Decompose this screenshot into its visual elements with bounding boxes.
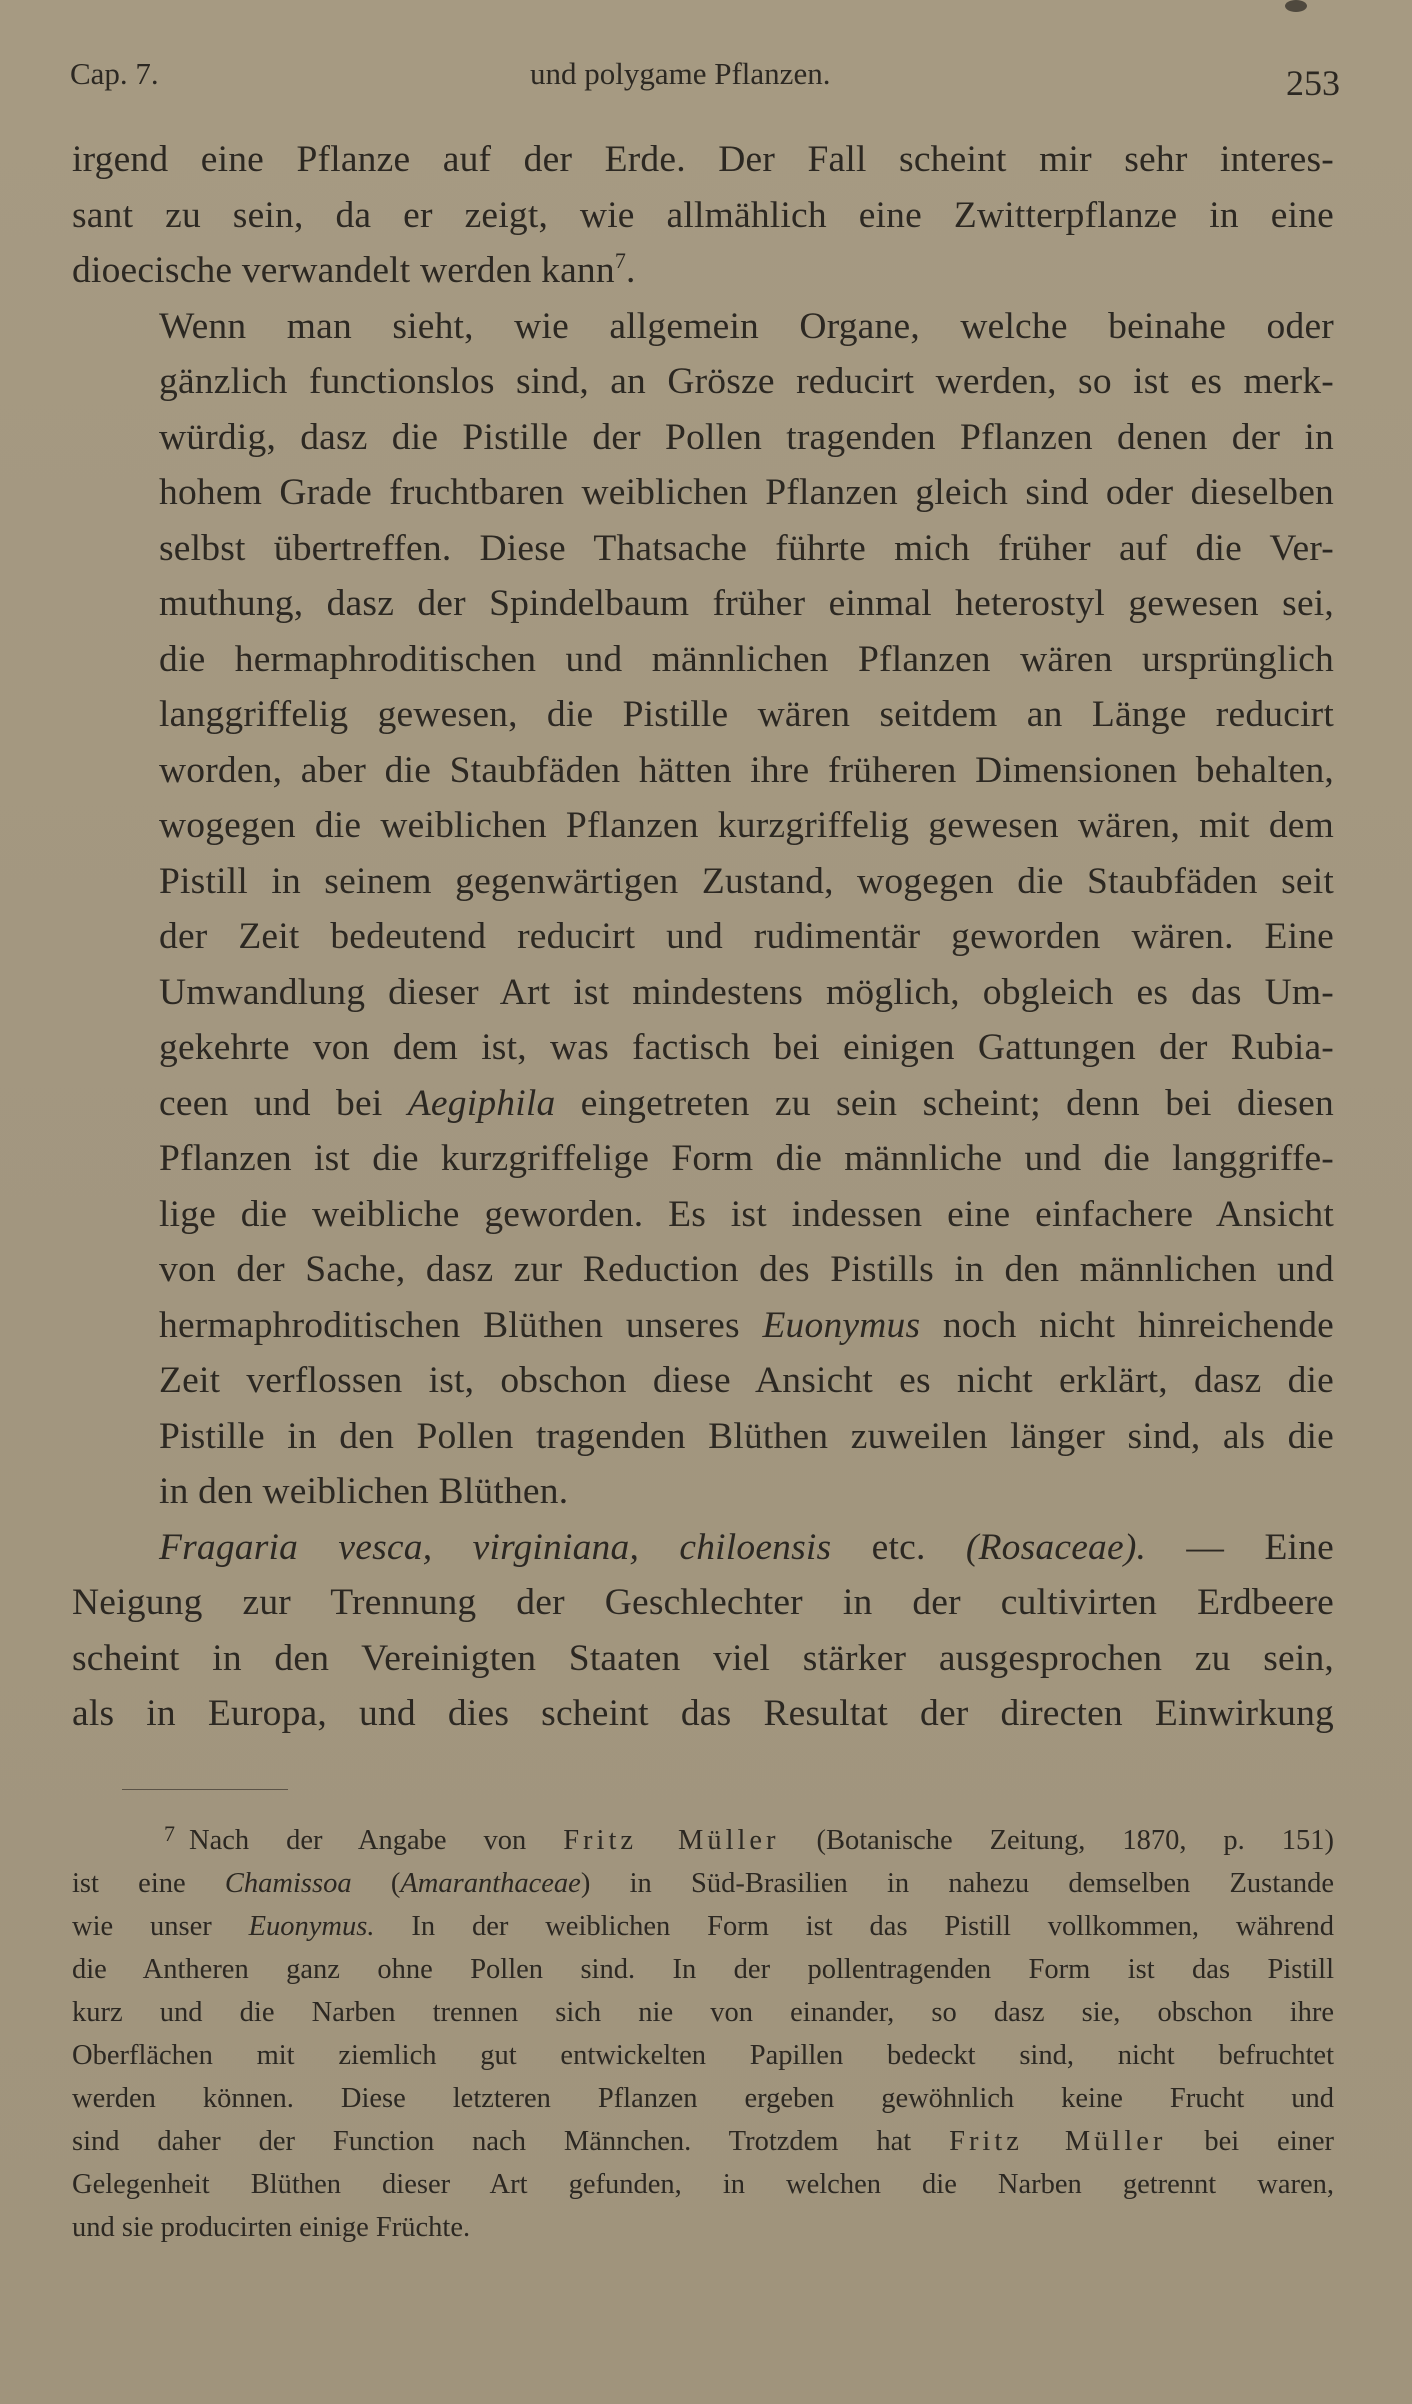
ink-speck [1285,0,1307,12]
footnote-rule [122,1789,288,1790]
text-segment: etc. [831,1526,966,1568]
text-line [72,243,1334,299]
text-line: hohem Grade fruchtbaren weiblichen Pflanzen gleich sind oder dieselben [159,472,1334,513]
text-segment: In der weiblichen Form ist das Pistill vollkommen, während [374,1911,1334,1942]
text-line: Zeit verflossen ist, obschon diese Ansicht es nicht erklärt, dasz die [159,1360,1334,1401]
text-segment: ist eine [72,1868,225,1899]
text-line: Pflanzen ist die kurzgriffelige Form die männliche und die langgriffe- [159,1138,1334,1179]
footnote-line [72,2120,1334,2163]
genus-name: Euonymus [762,1304,921,1346]
genus-name: Aegiphila [407,1082,556,1124]
text-line: Wenn man sieht, wie allgemein Organe, welche beinahe oder [159,305,1334,347]
footnote-reference[interactable]: 7 [614,248,627,273]
family-name: Amaranthaceae [400,1868,581,1899]
footnote-line [72,1905,1334,1948]
text-line: irgend eine Pflanze auf der Erde. Der Fall scheint mir sehr interes- [72,139,1334,180]
genus-name: Chamissoa [224,1868,352,1899]
text-line: von der Sache, dasz zur Reduction des Pistills in den männlichen und [159,1249,1334,1290]
text-line: scheint in den Vereinigten Staaten viel stärker ausgesprochen zu sein, [72,1637,1334,1679]
text-line: Pistille in den Pollen tragenden Blüthen zuweilen länger sind, als die [159,1415,1334,1457]
text-line: muthung, dasz der Spindelbaum früher einmal heterostyl gewesen sei, [159,583,1334,624]
text-line: der Zeit bedeutend reducirt und rudimentär geworden wären. Eine [159,916,1334,957]
paragraph-2 [72,299,1334,1520]
genus-name: Euonymus. [248,1911,375,1942]
footnote-line: Oberflächen mit ziemlich gut entwickelten Papillen bedeckt sind, nicht befruchtet [72,2040,1334,2071]
text-line: Pistill in seinem gegenwärtigen Zustand, wogegen die Staubfäden seit [159,860,1334,902]
family-name: (Rosaceae). [965,1526,1147,1568]
text-segment: ) in Süd-Brasilien in nahezu demselben Zustande [580,1868,1334,1899]
main-text [72,132,1334,1742]
text-line: gekehrte von dem ist, was factisch bei einigen Gattungen der Rubia- [159,1027,1334,1068]
text-segment: eingetreten zu sein scheint; denn bei diesen [555,1082,1334,1124]
footnote-line [72,1862,1334,1905]
text-line: in den weiblichen Blüthen. [159,1471,569,1512]
running-header [70,52,1340,102]
text-line: Neigung zur Trennung der Geschlechter in der cultivirten Erdbeere [72,1582,1334,1623]
text-line: als in Europa, und dies scheint das Resultat der directen Einwirkung [72,1693,1334,1734]
text-segment: bei einer [1166,2126,1334,2157]
text-segment: ceen und bei [159,1082,408,1124]
text-segment: Nach der Angabe von [189,1825,564,1856]
footnote-line: die Antheren ganz ohne Pollen sind. In der pollentragenden Form ist das Pistill [72,1954,1334,1985]
text-line: Umwandlung dieser Art ist mindestens möglich, obgleich es das Um- [159,971,1334,1013]
footnote-line [72,1812,1334,1862]
text-segment: (Botanische Zeitung, 1870, p. 151) [779,1825,1334,1856]
text-line [72,1520,1334,1576]
footnote [72,1812,1334,2249]
text-segment: — Eine [1146,1526,1334,1568]
species-names: Fragaria vesca, virginiana, chiloensis [159,1526,832,1568]
footnote-mark: 7 [164,1821,175,1846]
text-line: wogegen die weiblichen Pflanzen kurzgriffelig gewesen wären, mit dem [159,805,1334,846]
text-segment: wie unser [72,1911,249,1942]
footnote-line: werden können. Diese letzteren Pflanzen ergeben gewöhnlich keine Frucht und [72,2083,1334,2114]
text-segment: hermaphroditischen Blüthen unseres [159,1304,763,1346]
paragraph-1 [72,132,1334,299]
text-line: würdig, dasz die Pistille der Pollen tragenden Pflanzen denen der in [159,416,1334,458]
text-segment: ( [351,1868,401,1899]
footnote-line: und sie producirten einige Früchte. [72,2212,471,2243]
text-line: lige die weibliche geworden. Es ist indessen eine einfachere Ansicht [159,1193,1334,1235]
text-segment: . [626,250,636,291]
text-segment: dioecische verwandelt werden kann [72,250,615,291]
page-number: 253 [1286,63,1340,103]
text-line [72,1076,1334,1132]
text-line: selbst übertreffen. Diese Thatsache führte mich früher auf die Ver- [159,527,1334,569]
footnote-line: kurz und die Narben trennen sich nie von einander, so dasz sie, obschon ihre [72,1997,1334,2028]
text-line: die hermaphroditischen und männlichen Pflanzen wären ursprünglich [159,638,1334,680]
text-line: sant zu sein, da er zeigt, wie allmählich eine Zwitterpflanze in eine [72,194,1334,236]
text-line: gänzlich functionslos sind, an Grösze reducirt werden, so ist es merk- [159,361,1334,402]
chapter-label: Cap. 7. [70,56,159,91]
running-title: und polygame Pflanzen. [530,56,831,91]
text-line: worden, aber die Staubfäden hätten ihre früheren Dimensionen behalten, [159,749,1334,791]
footnote-line: Gelegenheit Blüthen dieser Art gefunden, in welchen die Narben getrennt waren, [72,2169,1334,2200]
paragraph-3 [72,1520,1334,1742]
text-line [72,1298,1334,1354]
text-line: langgriffelig gewesen, die Pistille wären seitdem an Länge reducirt [159,694,1334,735]
author-name: Fritz Müller [563,1825,780,1856]
text-segment: noch nicht hinreichende [920,1304,1334,1346]
author-name: Fritz Müller [949,2126,1167,2157]
text-segment: sind daher der Function nach Männchen. Trotzdem hat [72,2126,950,2157]
